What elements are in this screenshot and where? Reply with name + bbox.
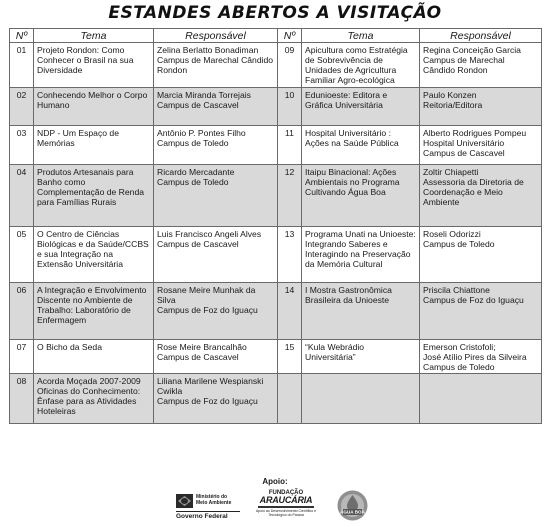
stand-responsible: Regina Conceição Garcia Campus de Marechal Cândido Rondon [420, 43, 542, 88]
fundacao-label: FUNDAÇÃO [268, 490, 304, 496]
svg-text:ÁGUA BOA: ÁGUA BOA [340, 509, 365, 515]
ministry-name: Ministério do Meio Ambiente [196, 494, 232, 506]
stand-number: 11 [278, 126, 302, 165]
stand-responsible: Zelina Berlatto Bonadiman Campus de Marechal Cândido Rondon [154, 43, 278, 88]
header-responsavel-left: Responsável [154, 29, 278, 43]
table-row [10, 340, 542, 374]
stand-number: 07 [10, 340, 34, 374]
stand-number: 12 [278, 165, 302, 227]
stand-theme: I Mostra Gastronômica Brasileira da Unioeste [302, 283, 420, 340]
stand-responsible: Ricardo Mercadante Campus de Toledo [154, 165, 278, 227]
stand-theme: Produtos Artesanais para Banho como Complementação de Renda para Famílias Rurais [34, 165, 154, 227]
stand-responsible: Luis Francisco Angeli Alves Campus de Cascavel [154, 227, 278, 283]
table-row [10, 165, 542, 227]
stand-theme: Apicultura como Estratégia de Sobrevivência de Unidades de Agricultura Familiar Agro-ecológica [302, 43, 420, 88]
stand-number: 09 [278, 43, 302, 88]
stand-number: 04 [10, 165, 34, 227]
stand-number: 02 [10, 88, 34, 126]
stand-responsible: Roseli Odorizzi Campus de Toledo [420, 227, 542, 283]
ministry-environment-logo [176, 491, 240, 521]
header-tema-left: Tema [34, 29, 154, 43]
header-responsavel-right: Responsável [420, 29, 542, 43]
stand-responsible: Antônio P. Pontes Filho Campus de Toledo [154, 126, 278, 165]
stand-number: 15 [278, 340, 302, 374]
stand-theme: A Integração e Envolvimento Discente no Ambiente de Trabalho: Laboratório de Enfermagem [34, 283, 154, 340]
stand-number: 03 [10, 126, 34, 165]
table-row [10, 43, 542, 88]
stand-theme: NDP - Um Espaço de Memórias [34, 126, 154, 165]
stand-responsible [420, 374, 542, 424]
stand-theme: Conhecendo Melhor o Corpo Humano [34, 88, 154, 126]
header-num-left: Nº [10, 29, 34, 43]
stand-responsible: Marcia Miranda Torrejais Campus de Cascavel [154, 88, 278, 126]
header-tema-right: Tema [302, 29, 420, 43]
cultivando-agua-boa-logo [337, 490, 368, 521]
stand-number: 13 [278, 227, 302, 283]
stand-number: 10 [278, 88, 302, 126]
table-row [10, 374, 542, 424]
stand-responsible: Emerson Cristofoli; José Atílio Pires da Silveira Campus de Toledo [420, 340, 542, 374]
table-row [10, 88, 542, 126]
stand-responsible: Rose Meire Brancalhão Campus de Cascavel [154, 340, 278, 374]
stand-number: 08 [10, 374, 34, 424]
stand-responsible: Paulo Konzen Reitoria/Editora [420, 88, 542, 126]
sponsors-label: Apoio: [262, 477, 288, 486]
divider [258, 506, 314, 508]
stand-theme: Edunioeste: Editora e Gráfica Universitária [302, 88, 420, 126]
stand-responsible: Rosane Meire Munhak da Silva Campus de Foz do Iguaçu [154, 283, 278, 340]
stand-number: 14 [278, 283, 302, 340]
stand-number: 05 [10, 227, 34, 283]
stand-responsible: Alberto Rodrigues Pompeu Hospital Universitário Campus de Cascavel [420, 126, 542, 165]
stand-theme: Projeto Rondon: Como Conhecer o Brasil na sua Diversidade [34, 43, 154, 88]
stand-theme [302, 374, 420, 424]
araucaria-description: Apoio ao Desenvolvimento Científico e Tecnológico do Paraná [255, 508, 317, 517]
stand-number: 06 [10, 283, 34, 340]
table-row [10, 283, 542, 340]
stand-responsible: Liliana Marilene Wespianski Cwikla Campus de Foz do Iguaçu [154, 374, 278, 424]
stand-number: 01 [10, 43, 34, 88]
header-num-right: Nº [278, 29, 302, 43]
stand-theme: O Bicho da Seda [34, 340, 154, 374]
government-name: Governo Federal [176, 511, 240, 520]
table-row [10, 227, 542, 283]
stand-theme: Itaipu Binacional: Ações Ambientais no Programa Cultivando Água Boa [302, 165, 420, 227]
stand-theme: Acorda Moçada 2007-2009 Oficinas do Conhecimento: Ênfase para as Atividades Hoteleiras [34, 374, 154, 424]
page-title: ESTANDES ABERTOS A VISITAÇÃO [108, 3, 442, 23]
stand-theme: O Centro de Ciências Biológicas e da Saúde/CCBS e sua Integração na Extensão Universitária [34, 227, 154, 283]
stand-number [278, 374, 302, 424]
fundacao-araucaria-logo [254, 490, 318, 522]
stands-table [9, 28, 542, 424]
araucaria-name: ARAUCÁRIA [259, 495, 313, 505]
table-header-row [10, 29, 542, 43]
stand-theme: Programa Unati na Unioeste: Integrando Saberes e Interagindo na Preservação da Memória Cultural [302, 227, 420, 283]
table-row [10, 126, 542, 165]
stand-responsible: Zoltir Chiapetti Assessoria da Diretoria de Coordenação e Meio Ambiente [420, 165, 542, 227]
stand-theme: Hospital Universitário : Ações na Saúde Pública [302, 126, 420, 165]
brazil-flag-icon [176, 494, 193, 508]
agua-boa-emblem-icon [337, 490, 368, 521]
stand-theme: “Kula Webrádio Universitária” [302, 340, 420, 374]
stand-responsible: Priscila Chiattone Campus de Foz do Iguaçu [420, 283, 542, 340]
